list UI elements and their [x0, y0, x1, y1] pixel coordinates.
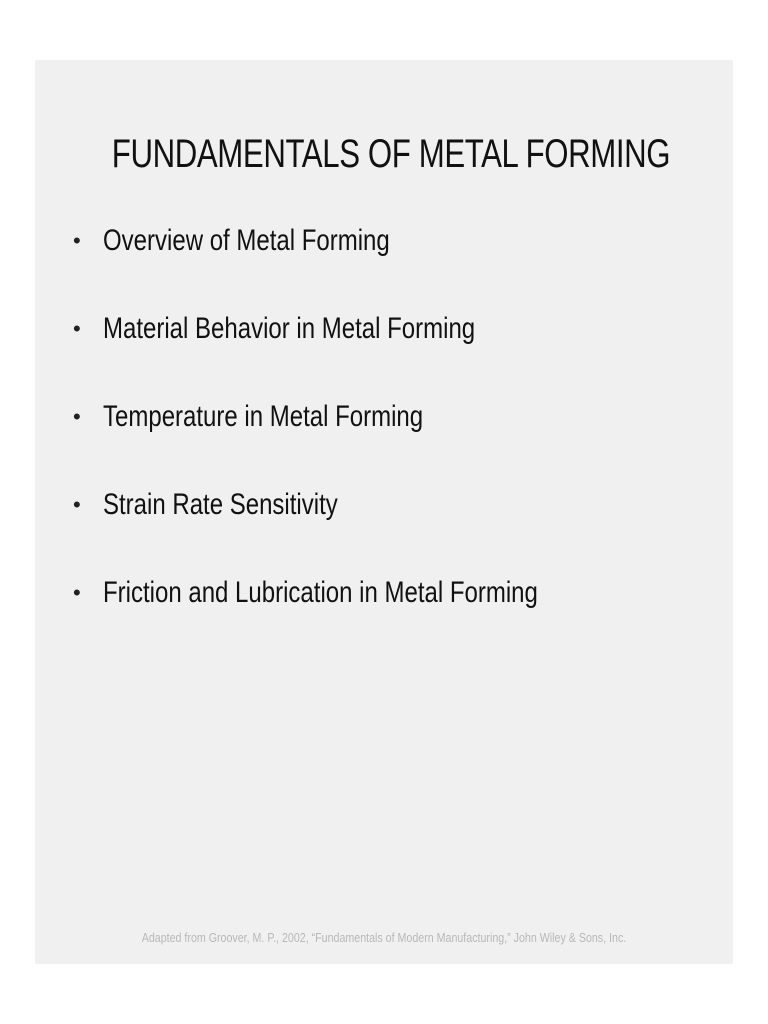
footer-credit: Adapted from Groover, M. P., 2002, “Fundamentals of Modern Manufacturing,” John Wiley & Sons, Inc.: [141, 930, 627, 945]
bullet-marker: •: [73, 404, 81, 429]
bullet-text: Overview of Metal Forming: [103, 224, 390, 257]
bullet-text: Material Behavior in Metal Forming: [103, 312, 476, 345]
bullet-text: Friction and Lubrication in Metal Forming: [103, 576, 538, 609]
bullet-marker: •: [73, 316, 81, 341]
slide: [35, 60, 733, 964]
bullet-marker: •: [73, 492, 81, 517]
slide-title: FUNDAMENTALS OF METAL FORMING: [111, 132, 671, 176]
bullet-marker: •: [73, 228, 81, 253]
bullet-text: Temperature in Metal Forming: [103, 400, 424, 433]
bullet-text: Strain Rate Sensitivity: [103, 488, 338, 521]
bullet-marker: •: [73, 580, 81, 605]
